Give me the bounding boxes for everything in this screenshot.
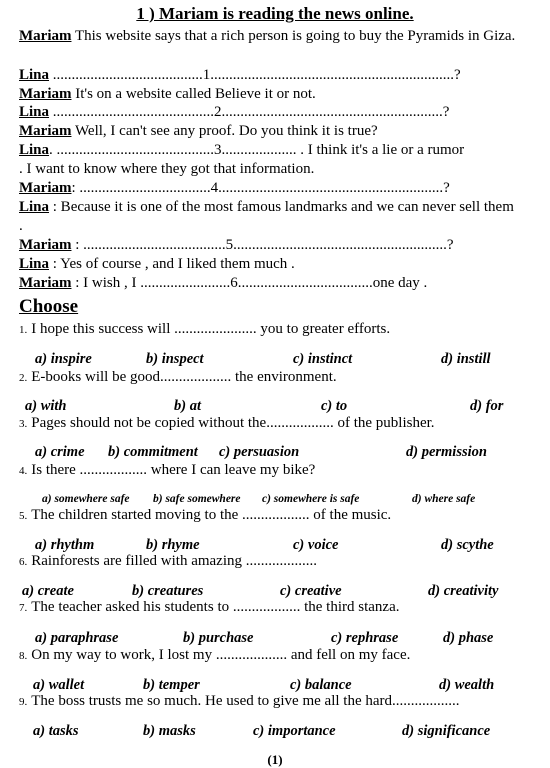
question (19, 692, 529, 712)
dialogue-line (19, 66, 519, 85)
dialogue-text: It's on a website called Believe it or not. (71, 86, 316, 102)
option[interactable]: c) creative (280, 583, 342, 599)
option[interactable]: b) at (174, 398, 201, 414)
question (19, 646, 529, 666)
dialogue-line (19, 85, 519, 104)
option[interactable]: a) inspire (35, 351, 92, 367)
option[interactable]: c) voice (293, 537, 339, 553)
option[interactable]: a) tasks (33, 723, 79, 739)
option[interactable]: b) rhyme (146, 537, 200, 553)
option[interactable]: a) create (22, 583, 74, 599)
speaker-name: Lina (19, 104, 50, 120)
dialogue-text: : ...................................4............................................................? (71, 180, 450, 196)
option[interactable]: a) wallet (33, 677, 85, 693)
dialogue-line (19, 274, 519, 293)
question-text: On my way to work, I lost my ................... and fell on my face. (31, 647, 411, 663)
option[interactable]: d) significance (402, 723, 491, 739)
option[interactable]: a) somewhere safe (42, 493, 130, 505)
option[interactable]: c) importance (253, 723, 336, 739)
option[interactable]: c) balance (290, 677, 352, 693)
speaker-name: Mariam (19, 275, 72, 291)
option[interactable]: b) inspect (146, 351, 204, 367)
dialogue-text: This website says that a rich person is going to buy the Pyramids in Giza. (71, 28, 516, 44)
speaker-name: Mariam (19, 237, 72, 253)
dialogue-text: : ......................................5.........................................................? (71, 237, 454, 253)
page-number: (1) (267, 752, 283, 767)
question-number: 9. (19, 696, 28, 708)
speaker-name: Lina (19, 199, 50, 215)
question (19, 368, 529, 388)
question-number: 1. (19, 324, 28, 336)
question-text: E-books will be good................... the environment. (31, 369, 337, 385)
dialogue-text: . I want to know where they got that information. (19, 161, 315, 177)
question-text: Is there .................. where I can leave my bike? (31, 462, 316, 478)
question-text: The children started moving to the .................. of the music. (31, 507, 392, 523)
choose-heading: Choose (19, 296, 79, 317)
speaker-name: Mariam (19, 86, 72, 102)
dialogue-text: . ..........................................3.................... . I think it's a lie or a rumor (49, 142, 465, 158)
option[interactable]: a) rhythm (35, 537, 95, 553)
option[interactable]: d) instill (441, 351, 491, 367)
question-number: 7. (19, 602, 28, 614)
option[interactable]: b) creatures (132, 583, 204, 599)
option[interactable]: c) to (321, 398, 348, 414)
question-number: 6. (19, 556, 28, 568)
page-title: 1 ) Mariam is reading the news online. (136, 4, 414, 23)
question-number: 8. (19, 650, 28, 662)
dialogue-text: : I wish , I ........................6....................................one day . (71, 275, 428, 291)
dialogue-line (19, 141, 519, 160)
option[interactable]: d) creativity (428, 583, 499, 599)
question (19, 506, 529, 526)
option[interactable]: a) with (25, 398, 67, 414)
option[interactable]: a) paraphrase (35, 630, 119, 646)
dialogue-text: : Yes of course , and I liked them much . (49, 256, 295, 272)
option[interactable]: b) purchase (183, 630, 254, 646)
speaker-name: Mariam (19, 123, 72, 139)
question-text: Rainforests are filled with amazing ................... (31, 553, 318, 569)
question (19, 598, 529, 618)
question-text: The boss trusts me so much. He used to give me all the hard.................. (31, 693, 460, 709)
speaker-name: Lina (19, 256, 50, 272)
option[interactable]: b) temper (143, 677, 200, 693)
speaker-name: Mariam (19, 28, 72, 44)
option[interactable]: d) phase (443, 630, 494, 646)
dialogue-line (19, 236, 519, 255)
speaker-name: Lina (19, 67, 50, 83)
option[interactable]: d) scythe (441, 537, 494, 553)
question-text: I hope this success will ...................... you to greater efforts. (31, 321, 391, 337)
option[interactable]: c) rephrase (331, 630, 399, 646)
dialogue-line (19, 103, 519, 122)
option[interactable]: d) wealth (439, 677, 495, 693)
question-number: 5. (19, 510, 28, 522)
option[interactable]: c) persuasion (219, 444, 300, 460)
question (19, 414, 529, 434)
question-text: The teacher asked his students to .................. the third stanza. (31, 599, 400, 615)
question-text: Pages should not be copied without the.................. of the publisher. (31, 415, 435, 431)
option[interactable]: a) crime (35, 444, 85, 460)
question-number: 3. (19, 418, 28, 430)
option[interactable]: d) permission (406, 444, 487, 460)
option[interactable]: c) instinct (293, 351, 353, 367)
dialogue-text: Well, I can't see any proof. Do you think it is true? (71, 123, 378, 139)
dialogue-line (19, 255, 519, 274)
option[interactable]: c) somewhere is safe (262, 493, 360, 505)
dialogue-line (19, 160, 519, 179)
dialogue-text: ........................................1.................................................................? (49, 67, 461, 83)
question (19, 320, 529, 340)
dialogue-line (19, 122, 519, 141)
question (19, 552, 529, 572)
option[interactable]: b) commitment (108, 444, 198, 460)
option[interactable]: b) masks (143, 723, 196, 739)
dialogue-line (19, 179, 519, 198)
dialogue-line (19, 27, 519, 46)
question (19, 461, 529, 481)
dialogue-text: : Because it is one of the most famous landmarks and we can never sell them . (19, 199, 514, 234)
speaker-name: Mariam (19, 180, 72, 196)
dialogue-line (19, 198, 519, 236)
option[interactable]: b) safe somewhere (153, 493, 241, 505)
dialogue-text: ...........................................2...........................................................? (49, 104, 450, 120)
question-number: 2. (19, 372, 28, 384)
speaker-name: Lina (19, 142, 50, 158)
option[interactable]: d) for (470, 398, 504, 414)
question-number: 4. (19, 465, 28, 477)
option[interactable]: d) where safe (412, 493, 476, 505)
